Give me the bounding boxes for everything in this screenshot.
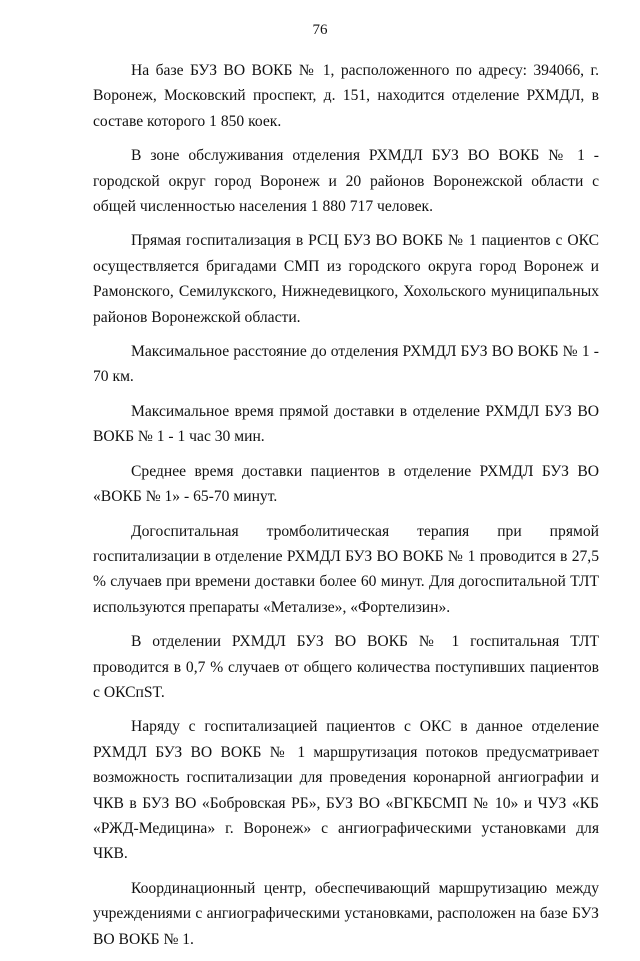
page-number: 76 <box>312 22 328 38</box>
paragraph-max-delivery-time: Максимальное время прямой доставки в отделение РХМДЛ БУЗ ВО ВОКБ № 1 - 1 час 30 мин. <box>93 402 599 446</box>
paragraph-prehospital-thrombolysis: Догоспитальная тромболитическая терапия при прямой госпитализации в отделение РХМДЛ БУЗ ВО ВОКБ № 1 проводится в 27,5 % случаев при времени доставки более 60 минут. Для догоспитальной ТЛТ используются препараты «Метализе», «Фортелизин». <box>93 522 599 616</box>
paragraph-average-delivery-time: Среднее время доставки пациентов в отделение РХМДЛ БУЗ ВО «ВОКБ № 1» - 65-70 минут. <box>93 462 599 506</box>
paragraph-max-distance: Максимальное расстояние до отделения РХМДЛ БУЗ ВО ВОКБ № 1 - 70 км. <box>93 343 599 386</box>
paragraph-coordination-center: Координационный центр, обеспечивающий маршрутизацию между учреждениями с ангиографическими установками, расположен на базе БУЗ ВО ВОКБ № 1. <box>93 879 599 948</box>
document-body <box>93 58 599 961</box>
paragraph-direct-hospitalization: Прямая госпитализация в РСЦ БУЗ ВО ВОКБ № 1 пациентов с ОКС осуществляется бригадами СМП из городского округа город Воронеж и Рамонского, Семилукского, Нижнедевицкого, Хохольского муниципальных районов Воронежской области. <box>93 232 599 326</box>
paragraph-routing: Наряду с госпитализацией пациентов с ОКС в данное отделение РХМДЛ БУЗ ВО ВОКБ № 1 маршрутизация потоков предусматривает возможность госпитализации для проведения коронарной ангиографии и ЧКВ в БУЗ ВО «Бобровская РБ», БУЗ ВО «ВГКБСМП № 10» и ЧУЗ «КБ «РЖД-Медицина» г. Воронеж» с ангиографическими установками для ЧКВ. <box>93 718 599 863</box>
paragraph-service-zone: В зоне обслуживания отделения РХМДЛ БУЗ ВО ВОКБ № 1 - городской округ город Воронеж и 20 районов Воронежской области с общей численностью населения 1 880 717 человек. <box>93 147 599 216</box>
paragraph-hospital-tlt: В отделении РХМДЛ БУЗ ВО ВОКБ № 1 госпитальная ТЛТ проводится в 0,7 % случаев от общего количества поступивших пациентов с ОКСпST. <box>93 633 599 701</box>
paragraph-hospital-base: На базе БУЗ ВО ВОКБ № 1, расположенного по адресу: 394066, г. Воронеж, Московский проспект, д. 151, находится отделение РХМДЛ, в составе которого 1 850 коек. <box>93 62 599 130</box>
